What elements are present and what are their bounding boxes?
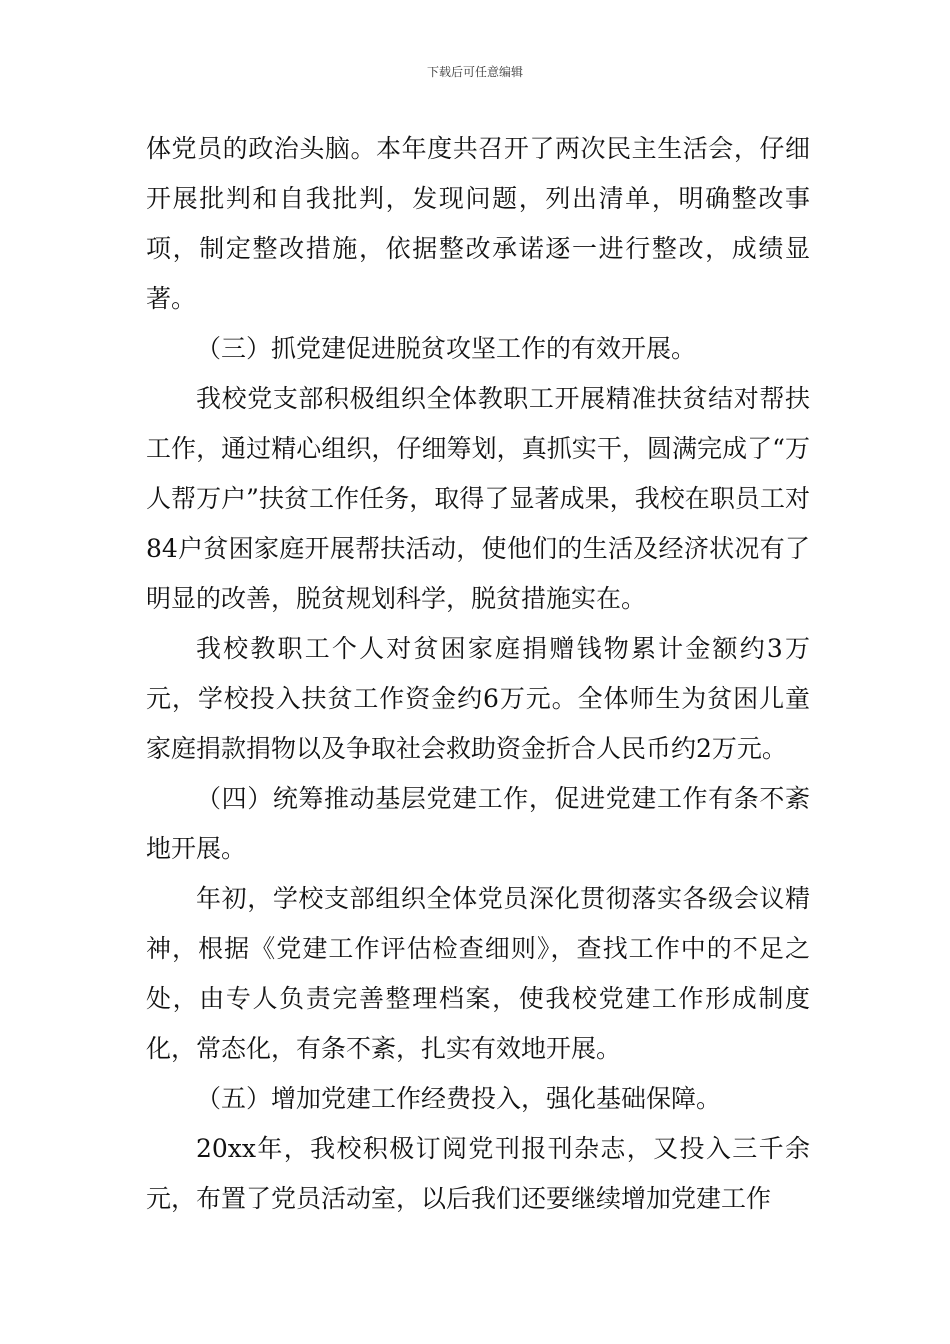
paragraph-3: 我校教职工个人对贫困家庭捐赠钱物累计金额约3万元，学校投入扶贫工作资金约6万元。全体师生为贫困儿童家庭捐款捐物以及争取社会救助资金折合人民币约2万元。	[146, 634, 810, 763]
section-heading-5: （五）增加党建工作经费投入，强化基础保障。	[196, 1084, 722, 1113]
paragraph-4: 年初，学校支部组织全体党员深化贯彻落实各级会议精神，根据《党建工作评估检查细则》，查找工作中的不足之处，由专人负责完善整理档案，使我校党建工作形成制度化，常态化，有条不紊，扎实有效地开展。	[146, 884, 810, 1063]
section-heading-4: （四）统筹推动基层党建工作，促进党建工作有条不紊地开展。	[146, 784, 810, 863]
page-header: 下载后可任意编辑	[426, 65, 523, 79]
paragraph-5: 20xx年，我校积极订阅党刊报刊杂志，又投入三千余元，布置了党员活动室，以后我们还要继续增加党建工作	[146, 1134, 810, 1213]
paragraph-2: 我校党支部积极组织全体教职工开展精准扶贫结对帮扶工作，通过精心组织，仔细筹划，真抓实干，圆满完成了“万人帮万户”扶贫工作任务，取得了显著成果，我校在职员工对84户贫困家庭开展帮扶活动，使他们的生活及经济状况有了明显的改善，脱贫规划科学，脱贫措施实在。	[146, 384, 810, 613]
section-heading-3: （三）抓党建促进脱贫攻坚工作的有效开展。	[196, 334, 697, 363]
paragraph-1: 体党员的政治头脑。本年度共召开了两次民主生活会，仔细开展批判和自我批判，发现问题，列出清单，明确整改事项，制定整改措施，依据整改承诺逐一进行整改，成绩显著。	[146, 134, 810, 313]
document-body	[146, 124, 810, 1224]
